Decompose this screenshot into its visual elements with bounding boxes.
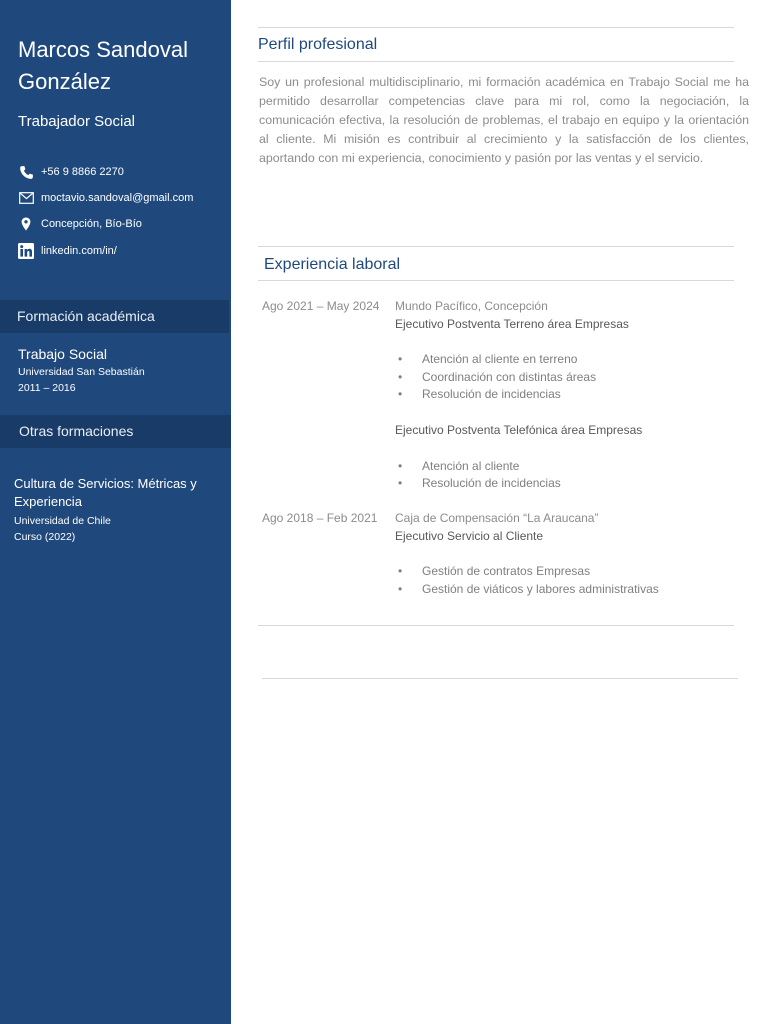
education-institution: Universidad San Sebastián (18, 366, 145, 378)
list-item (398, 458, 519, 474)
bullet-icon: • (398, 459, 403, 473)
divider (258, 61, 734, 62)
list-item (398, 475, 561, 491)
divider (258, 625, 734, 626)
education-years: 2011 – 2016 (18, 382, 76, 394)
other-training-institution: Universidad de Chile (14, 515, 111, 527)
bullet-icon: • (398, 387, 403, 401)
bullet-icon: • (398, 352, 403, 366)
job-role: Trabajador Social (18, 113, 136, 130)
bullet-icon: • (398, 370, 403, 384)
divider (258, 246, 734, 247)
list-item (398, 386, 561, 402)
envelope-icon (18, 190, 34, 206)
list-item (398, 563, 590, 579)
bullet-icon: • (398, 582, 403, 596)
list-item (398, 369, 596, 385)
other-training-title: Cultura de Servicios: Métricas y Experiencia (14, 476, 197, 509)
name-line-2: González (18, 69, 111, 94)
job-company: Mundo Pacífico, Concepción (395, 299, 548, 313)
education-degree: Trabajo Social (18, 346, 107, 362)
contact-linkedin (18, 242, 117, 260)
education-heading: Formación académica (0, 300, 229, 333)
contact-email (18, 189, 193, 207)
list-item-text: Gestión de contratos Empresas (422, 564, 591, 578)
bullet-icon: • (398, 476, 403, 490)
contact-location (18, 215, 142, 233)
job-title: Ejecutivo Postventa Telefónica área Empresas (395, 423, 643, 437)
contact-phone (18, 163, 124, 181)
phone-text: +56 9 8866 2270 (41, 166, 124, 178)
other-training-heading: Otras formaciones (0, 415, 231, 448)
other-training-detail: Curso (2022) (14, 531, 76, 543)
profile-heading: Perfil profesional (258, 36, 378, 53)
job-company: Caja de Compensación “La Araucana” (395, 511, 599, 525)
list-item (398, 581, 659, 597)
list-item-text: Atención al cliente en terreno (422, 352, 578, 366)
location-text: Concepción, Bío-Bío (41, 218, 142, 230)
bullet-icon: • (398, 564, 403, 578)
list-item-text: Resolución de incidencias (422, 476, 561, 490)
experience-heading: Experiencia laboral (264, 256, 401, 273)
job-title: Ejecutivo Servicio al Cliente (395, 529, 544, 543)
job-dates: Ago 2021 – May 2024 (262, 299, 380, 313)
phone-icon (18, 164, 34, 180)
list-item-text: Gestión de viáticos y labores administrativas (422, 582, 659, 596)
list-item-text: Resolución de incidencias (422, 387, 561, 401)
sidebar (0, 0, 231, 1024)
linkedin-icon (18, 243, 34, 259)
job-dates: Ago 2018 – Feb 2021 (262, 511, 378, 525)
email-link[interactable]: moctavio.sandoval@gmail.com (41, 192, 194, 204)
list-item-text: Atención al cliente (422, 459, 520, 473)
linkedin-link[interactable]: linkedin.com/in/ (41, 245, 117, 257)
profile-summary: Soy un profesional multidisciplinario, mi formación académica en Trabajo Social me ha permitido desarrollar competencias clave para mi rol, como la negociación, la comunicación efectiva, la resolución de problemas, el trabajo en equipo y la orientación al cliente. Mi misión es contribuir al crecimiento y la satisfacción de los clientes, aportando con mi experiencia, conocimiento y pasión por las ventas y el servicio. (259, 75, 749, 165)
name-line-1: Marcos Sandoval (18, 37, 188, 62)
candidate-name (18, 34, 223, 98)
location-pin-icon (18, 216, 34, 232)
list-item (398, 351, 577, 367)
divider (258, 27, 734, 28)
divider (258, 280, 734, 281)
job-title: Ejecutivo Postventa Terreno área Empresas (395, 317, 629, 331)
list-item-text: Coordinación con distintas áreas (422, 370, 597, 384)
divider (262, 678, 738, 679)
